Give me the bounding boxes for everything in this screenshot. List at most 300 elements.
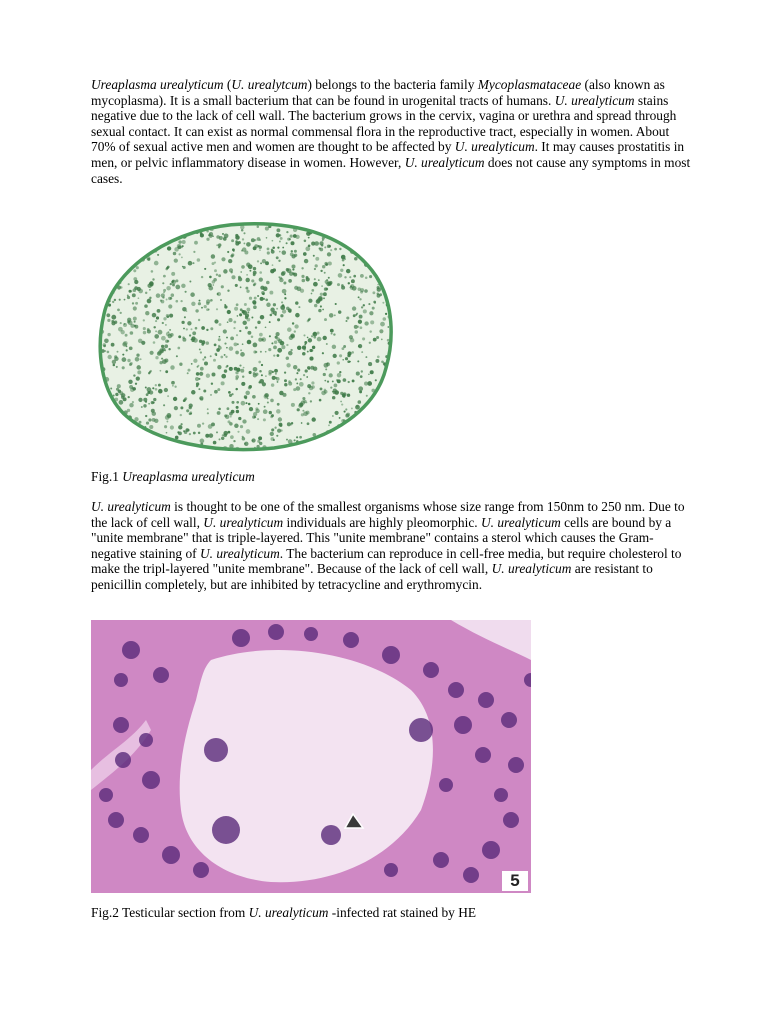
granule xyxy=(201,307,203,309)
granule xyxy=(333,388,337,392)
granule xyxy=(359,315,363,319)
granule xyxy=(122,354,124,356)
granule xyxy=(141,237,146,242)
granule xyxy=(199,372,203,376)
granule xyxy=(226,337,228,339)
granule xyxy=(209,276,212,279)
granule xyxy=(211,383,213,385)
granule xyxy=(97,275,99,277)
granule xyxy=(270,308,274,312)
granule xyxy=(290,335,292,337)
granule xyxy=(319,248,323,252)
granule xyxy=(372,291,375,294)
granule xyxy=(110,388,112,390)
granule xyxy=(210,299,213,302)
granule xyxy=(198,302,201,305)
granule xyxy=(323,336,327,340)
granule xyxy=(266,281,270,285)
granule xyxy=(120,312,122,314)
granule xyxy=(294,330,296,332)
granule xyxy=(346,316,349,319)
granule xyxy=(390,223,394,227)
granule xyxy=(187,372,189,374)
granule xyxy=(238,277,242,281)
granule xyxy=(254,239,256,241)
granule xyxy=(257,260,259,262)
granule xyxy=(290,235,293,238)
granule xyxy=(295,235,299,239)
granule xyxy=(237,431,239,433)
granule xyxy=(334,248,337,251)
granule xyxy=(292,218,295,220)
granule xyxy=(258,436,262,440)
granule xyxy=(332,229,334,231)
granule xyxy=(349,276,351,278)
granule xyxy=(259,442,262,445)
granule xyxy=(185,291,187,293)
granule xyxy=(170,365,174,369)
granule xyxy=(119,446,121,448)
granule xyxy=(112,301,114,303)
granule xyxy=(326,362,330,366)
granule xyxy=(150,438,154,442)
granule xyxy=(265,227,269,231)
granule xyxy=(94,352,98,356)
granule xyxy=(273,303,276,306)
granule xyxy=(365,277,368,280)
granule xyxy=(329,373,333,377)
granule xyxy=(241,229,244,232)
granule xyxy=(306,411,310,415)
granule xyxy=(138,297,140,299)
granule xyxy=(299,436,302,439)
granule xyxy=(108,244,111,247)
granule xyxy=(164,224,167,227)
granule xyxy=(234,307,238,311)
granule xyxy=(245,278,249,282)
granule xyxy=(360,291,363,294)
granule xyxy=(314,304,317,307)
granule xyxy=(383,252,385,254)
granule xyxy=(106,279,110,283)
granule xyxy=(308,392,310,394)
granule xyxy=(231,393,233,395)
granule xyxy=(265,326,267,328)
granule xyxy=(291,403,295,407)
granule xyxy=(348,381,350,383)
granule xyxy=(367,381,372,386)
granule xyxy=(286,231,288,233)
granule xyxy=(318,309,321,312)
granule xyxy=(377,403,381,407)
granule xyxy=(249,297,252,300)
granule xyxy=(360,326,363,329)
granule xyxy=(166,314,169,317)
testicular-section-micrograph xyxy=(91,620,531,893)
granule xyxy=(320,270,322,272)
granule xyxy=(271,437,275,441)
nucleus xyxy=(508,757,524,773)
granule xyxy=(384,235,388,239)
granule xyxy=(351,351,354,354)
granule xyxy=(244,442,248,446)
granule xyxy=(353,425,357,429)
granule xyxy=(346,269,350,273)
granule xyxy=(149,371,151,373)
granule xyxy=(387,326,389,328)
granule xyxy=(276,435,278,437)
granule xyxy=(377,271,380,274)
granule xyxy=(114,255,116,257)
granule xyxy=(294,250,297,253)
granule xyxy=(200,367,204,371)
granule xyxy=(284,293,286,295)
granule xyxy=(132,401,134,403)
granule xyxy=(280,237,283,240)
granule xyxy=(132,293,136,297)
granule xyxy=(218,345,220,347)
granule xyxy=(223,431,228,436)
granule xyxy=(127,359,130,362)
granule xyxy=(332,396,335,399)
granule xyxy=(214,344,217,347)
granule xyxy=(345,320,347,322)
granule xyxy=(253,273,256,276)
granule xyxy=(278,417,282,421)
granule xyxy=(350,338,355,343)
granule xyxy=(168,304,172,308)
granule xyxy=(108,218,110,220)
granule xyxy=(108,450,110,452)
granule xyxy=(274,369,278,373)
granule xyxy=(121,330,125,334)
granule xyxy=(158,389,163,394)
granule xyxy=(133,269,136,272)
species-name: U. urealyticum xyxy=(554,92,635,108)
granule xyxy=(271,428,274,431)
nucleus xyxy=(439,778,453,792)
granule xyxy=(145,311,149,315)
granule xyxy=(121,443,125,447)
granule xyxy=(96,296,100,300)
granule xyxy=(354,325,358,329)
granule xyxy=(321,244,323,246)
granule xyxy=(306,276,309,279)
granule xyxy=(136,266,139,269)
figure2-caption xyxy=(91,905,476,921)
granule xyxy=(105,266,109,270)
granule xyxy=(368,417,370,419)
granule xyxy=(304,348,306,350)
granule xyxy=(277,247,279,249)
granule xyxy=(247,312,249,314)
granule xyxy=(115,409,118,412)
granule xyxy=(166,299,168,301)
granule xyxy=(113,423,115,425)
granule xyxy=(229,268,233,272)
granule xyxy=(311,289,314,292)
granule xyxy=(321,391,326,396)
granule xyxy=(230,254,233,257)
granule xyxy=(360,274,364,278)
granule xyxy=(279,278,283,282)
granule xyxy=(241,382,245,386)
granule xyxy=(241,401,246,406)
granule xyxy=(157,254,159,256)
granule xyxy=(148,436,152,440)
granule xyxy=(221,285,224,288)
granule xyxy=(303,374,305,376)
granule xyxy=(102,426,104,428)
granule xyxy=(118,263,123,268)
granule xyxy=(313,332,315,334)
granule xyxy=(191,390,195,394)
granule xyxy=(278,260,280,262)
granule xyxy=(337,437,339,439)
granule xyxy=(226,347,228,349)
granule xyxy=(126,349,128,351)
granule xyxy=(273,218,275,219)
granule xyxy=(311,293,313,295)
granule xyxy=(219,236,223,240)
granule xyxy=(213,359,216,362)
granule xyxy=(299,403,303,407)
granule xyxy=(216,348,220,352)
granule xyxy=(392,268,395,271)
granule xyxy=(351,407,353,409)
granule xyxy=(111,343,115,347)
granule xyxy=(332,415,334,417)
text-run: individuals are highly pleomorphic. xyxy=(283,514,481,530)
granule xyxy=(112,230,115,233)
granule xyxy=(129,255,134,260)
granule xyxy=(304,341,307,344)
granule xyxy=(162,296,164,298)
granule xyxy=(327,380,329,382)
granule xyxy=(112,219,116,223)
granule xyxy=(258,403,260,405)
granule xyxy=(149,282,151,284)
granule xyxy=(120,286,122,288)
granule xyxy=(207,412,209,414)
granule xyxy=(392,275,394,277)
granule xyxy=(118,390,122,394)
text-run: is thought to be one of the smallest organisms whose size range from 150nm to 250 nm. Due to the lack of cell wall, xyxy=(91,499,685,530)
granule xyxy=(114,299,116,301)
granule xyxy=(263,409,268,414)
histology-image xyxy=(91,620,531,893)
granule xyxy=(213,284,215,286)
granule xyxy=(310,400,312,402)
granule xyxy=(162,348,166,352)
granule xyxy=(340,430,342,432)
granule xyxy=(286,344,288,346)
granule xyxy=(282,250,287,255)
granule xyxy=(131,452,135,454)
granule xyxy=(246,308,250,312)
granule xyxy=(178,240,181,243)
granule xyxy=(246,274,248,276)
granule xyxy=(385,313,387,315)
granule xyxy=(144,452,147,454)
granule xyxy=(343,378,347,382)
granule xyxy=(100,385,104,389)
granule xyxy=(169,329,171,331)
granule xyxy=(107,351,110,354)
granule xyxy=(358,416,361,419)
nucleus xyxy=(409,718,433,742)
granule xyxy=(162,322,164,324)
granule xyxy=(262,292,265,295)
granule xyxy=(153,341,156,344)
granule xyxy=(247,340,252,345)
granule xyxy=(330,222,333,225)
granule xyxy=(182,240,186,244)
granule xyxy=(105,255,109,259)
granule xyxy=(300,378,302,380)
granule xyxy=(333,333,335,335)
granule xyxy=(228,259,232,263)
nucleus xyxy=(193,862,209,878)
granule xyxy=(136,354,139,357)
granule xyxy=(264,406,266,408)
granule xyxy=(377,286,380,289)
granule xyxy=(353,275,356,278)
granule xyxy=(167,414,171,418)
granule xyxy=(98,312,100,314)
granule xyxy=(331,333,333,335)
granule xyxy=(212,373,216,377)
granule xyxy=(163,289,166,292)
granule xyxy=(239,365,241,367)
granule xyxy=(233,327,235,329)
granule xyxy=(105,398,109,402)
granule xyxy=(216,274,218,276)
granule xyxy=(208,286,213,291)
nucleus xyxy=(204,738,228,762)
granule xyxy=(104,264,107,267)
granule xyxy=(279,234,281,236)
granule xyxy=(324,318,327,321)
granule xyxy=(313,282,318,287)
granule xyxy=(365,250,368,253)
granule xyxy=(253,246,257,250)
granule xyxy=(124,323,126,325)
granule xyxy=(313,255,315,257)
granule xyxy=(105,446,109,450)
granule xyxy=(143,327,146,330)
granule xyxy=(293,388,296,391)
granule xyxy=(172,452,174,454)
granule xyxy=(116,366,118,368)
granule xyxy=(339,354,342,357)
granule xyxy=(243,232,245,234)
granule xyxy=(141,255,143,257)
granule xyxy=(100,297,103,300)
granule xyxy=(360,224,362,226)
granule xyxy=(294,439,296,441)
granule xyxy=(117,351,119,353)
granule xyxy=(282,247,284,249)
granule xyxy=(147,328,150,331)
granule xyxy=(354,257,358,261)
granule xyxy=(234,343,238,347)
granule xyxy=(271,249,273,251)
granule xyxy=(172,284,175,287)
granule xyxy=(340,440,342,442)
granule xyxy=(368,373,370,375)
granule xyxy=(143,245,145,247)
granule xyxy=(236,401,239,404)
granule xyxy=(277,381,279,383)
granule xyxy=(253,372,256,375)
granule xyxy=(153,437,156,440)
granule xyxy=(135,383,137,385)
granule xyxy=(323,373,326,376)
granule xyxy=(223,329,227,333)
granule xyxy=(328,424,330,426)
granule xyxy=(168,334,173,339)
nucleus xyxy=(122,641,140,659)
granule xyxy=(362,337,365,340)
granule xyxy=(286,453,288,454)
figure1-caption-prefix: Fig.1 xyxy=(91,469,123,484)
granule xyxy=(287,327,292,332)
species-name: U. urealyticum xyxy=(91,499,171,514)
granule xyxy=(334,314,336,316)
granule xyxy=(228,391,231,394)
granule xyxy=(260,351,262,353)
granule xyxy=(281,345,285,349)
granule xyxy=(314,241,319,246)
species-name: U. urealyticum xyxy=(491,561,572,577)
granule xyxy=(111,315,116,320)
granule xyxy=(272,371,274,373)
granule xyxy=(192,224,194,226)
granule xyxy=(146,422,149,425)
nucleus xyxy=(448,682,464,698)
granule xyxy=(157,309,161,313)
granule xyxy=(155,384,157,386)
granule xyxy=(173,448,176,451)
figure2-caption-suffix: -infected rat stained by HE xyxy=(328,905,477,920)
granule xyxy=(129,432,132,435)
granule xyxy=(280,450,284,454)
granule xyxy=(135,357,140,362)
granule xyxy=(298,306,300,308)
granule xyxy=(381,394,386,399)
text-run: ( xyxy=(223,77,232,92)
granule xyxy=(174,406,178,410)
granule xyxy=(236,406,239,409)
granule xyxy=(379,247,381,249)
nucleus xyxy=(384,863,398,877)
granule xyxy=(178,432,182,436)
granule xyxy=(227,310,231,314)
granule xyxy=(218,408,221,411)
granule xyxy=(165,324,167,326)
granule xyxy=(284,379,287,382)
granule xyxy=(273,345,277,349)
granule xyxy=(244,251,248,255)
granule xyxy=(361,370,363,372)
granule xyxy=(242,321,246,325)
granule xyxy=(365,422,368,425)
granule xyxy=(235,378,238,381)
granule xyxy=(199,348,201,350)
granule xyxy=(147,391,150,394)
granule xyxy=(94,447,97,451)
